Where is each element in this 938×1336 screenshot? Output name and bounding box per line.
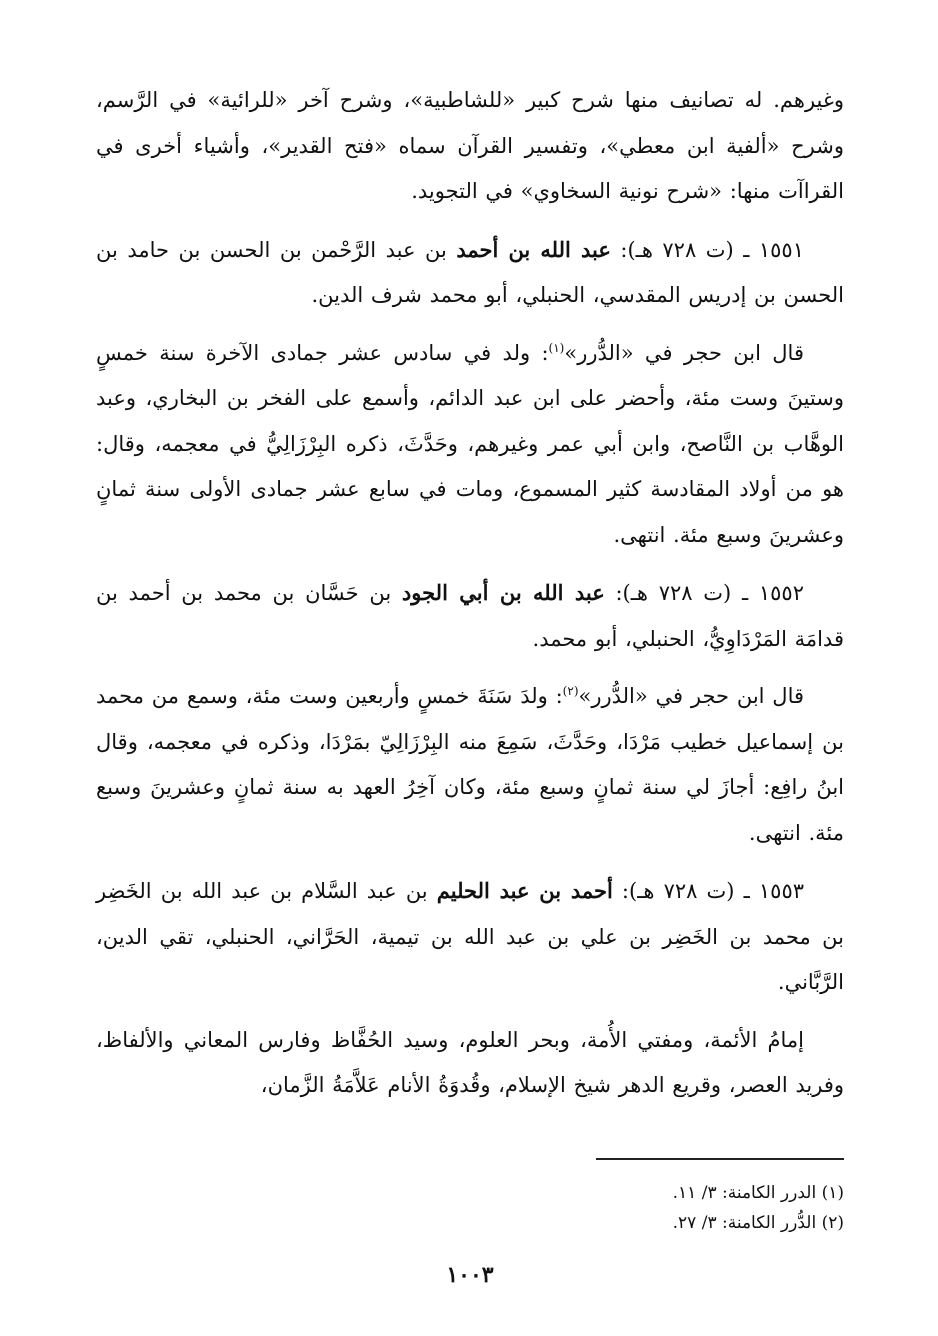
quote-body: : ولدَ سَنَةَ خمسٍ وأربعين وست مئة، وسمع من محمد بن إسماعيل خطيب مَرْدَا، وحَدَّثَ، سَمِعَ منه البِرْزَالِيّ بمَرْدَا، وذكره في معجمه، وقال ابنُ رافِع: أجازَ لي سنة ثمانٍ وسبع مئة، وكان آخِرُ العهد به سنة ثمانٍ وعشرينَ وسبع مئة. انتهى. xyxy=(96,684,844,845)
entry-lineage: بن عبد السَّلام بن عبد الله بن الخَضِر بن محمد بن الخَضِر بن علي بن عبد الله بن تيمية، الحَرَّاني، الحنبلي، تقي الدين، الرَّبَّاني. xyxy=(96,879,844,994)
entry-lineage: بن عبد الرَّحْمن بن الحسن بن حامد بن الحسن بن إدريس المقدسي، الحنبلي، أبو محمد شرف الدين. xyxy=(96,237,844,307)
page-body xyxy=(96,78,844,1308)
entry-1553-biography xyxy=(96,1018,844,1109)
footnote-ref-1[interactable]: (١) xyxy=(548,340,565,355)
quote-body: : ولد في سادس عشر جمادى الآخرة سنة خمسٍ وستينَ وست مئة، وأحضر على ابن عبد الدائم، وأسمع على الفخر بن البخاري، وعبد الوهَّاب بن النَّاصح، وابن أبي عمر وغيرهم، وحَدَّثَ، ذكره البِرْزَالِيُّ في معجمه، وقال: هو من أولاد المقادسة كثير المسموع، ومات في سابع عشر جمادى الأولى سنة ثمانٍ وعشرينَ وسبع مئة. انتهى. xyxy=(96,340,844,547)
quote-intro: قال ابن حجر في «الدُّرر» xyxy=(564,340,804,365)
entry-1552-heading xyxy=(96,570,844,662)
quote-body: إمامُ الأئمة، ومفتي الأُمة، وبحر العلوم، وسيد الحُفَّاظ وفارس المعاني والألفاظ، وفريد العصر، وقريع الدهر شيخ الإسلام، وقُدوَةُ الأنام عَلاَّمَةُ الزَّمان، xyxy=(96,1027,844,1097)
entry-name: عبد الله بن أبي الجود xyxy=(401,580,605,605)
entry-number: ١٥٥٣ ـ (ت ٧٢٨ هـ): xyxy=(612,879,805,903)
footnote-divider xyxy=(596,1158,844,1160)
page-number: ١٠٠٣ xyxy=(446,1262,494,1288)
entry-number: ١٥٥٢ ـ (ت ٧٢٨ هـ): xyxy=(604,581,804,605)
intro-paragraph xyxy=(96,78,844,215)
entry-name: أحمد بن عبد الحليم xyxy=(436,878,613,903)
entry-1551-biography xyxy=(96,331,844,559)
entry-lineage: بن حَسَّان بن محمد بن أحمد بن قدامَة المَرْدَاوِيُّ، الحنبلي، أبو محمد. xyxy=(96,581,844,651)
footnotes xyxy=(96,1178,844,1238)
entry-1552-biography xyxy=(96,674,844,856)
entry-1551-heading xyxy=(96,227,844,319)
quote-intro: قال ابن حجر في «الدُّرر» xyxy=(578,684,804,708)
intro-text: وغيرهم. له تصانيف منها شرح كبير «للشاطبية»، وشرح آخر «للرائية» في الرَّسم، وشرح «ألفية ابن معطي»، وتفسير القرآن سماه «فتح القدير»، وأشياء أخرى في القراآت منها: «شرح نونية السخاوي» في التجويد. xyxy=(96,88,844,203)
entry-number: ١٥٥١ ـ (ت ٧٢٨ هـ): xyxy=(610,237,804,262)
footnote-1: (١) الدرر الكامنة: ٣/ ١١. xyxy=(672,1183,844,1203)
entry-1553-heading xyxy=(96,868,844,1006)
footnote-ref-2[interactable]: (٢) xyxy=(562,684,579,698)
footnote-2: (٢) الدُّرر الكامنة: ٣/ ٢٧. xyxy=(672,1213,844,1233)
entry-name: عبد الله بن أحمد xyxy=(456,236,611,262)
